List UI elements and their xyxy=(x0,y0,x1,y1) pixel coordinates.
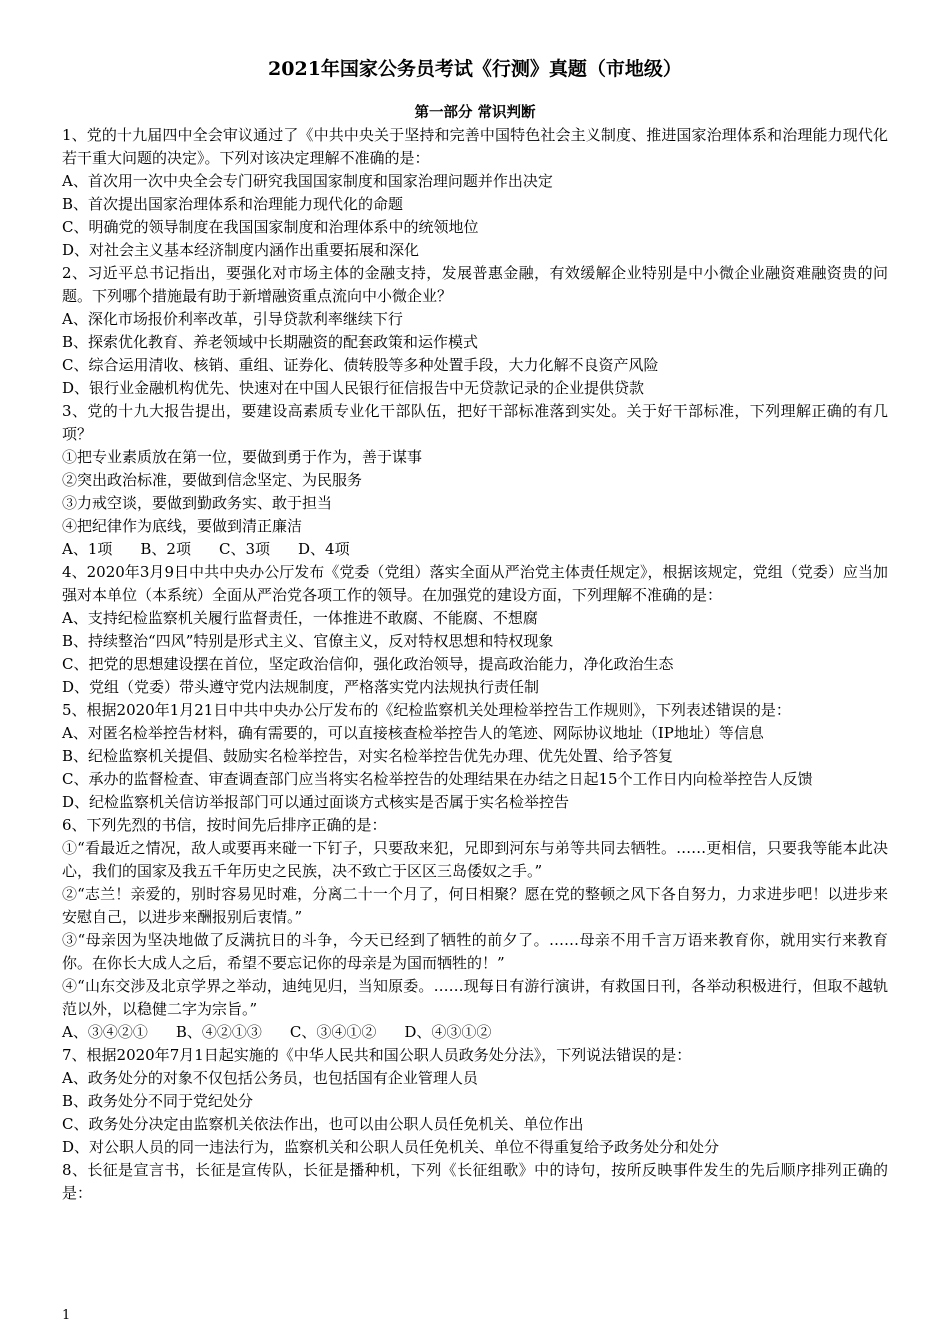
question-stem: 7、根据2020年7月1日起实施的《中华人民共和国公职人员政务处分法》，下列说法错误的是： xyxy=(62,1046,692,1064)
question-stem: 5、根据2020年1月21日中共中央办公厅发布的《纪检监察机关处理检举控告工作规则》，下列表述错误的是： xyxy=(62,701,791,719)
question-item: ④“山东交涉及北京学界之举动，迪纯见归，当知原委。……现每日有游行演讲，有救国日刊，各举动积极进行，但取不越轨范以外，以稳健二字为宗旨。” xyxy=(62,977,888,1018)
answer-option: A、深化市场报价利率改革，引导贷款利率继续下行 xyxy=(62,310,403,328)
question-item: ③力戒空谈，要做到勤政务实、敢于担当 xyxy=(62,494,333,512)
answer-option: D、④③①② xyxy=(404,1023,492,1041)
answer-option: A、对匿名检举控告材料，确有需要的，可以直接核查检举控告人的笔迹、网际协议地址（IP地址）等信息 xyxy=(62,724,764,742)
answer-option: C、承办的监督检查、审查调查部门应当将实名检举控告的处理结果在办结之日起15个工作日内向检举控告人反馈 xyxy=(62,770,813,788)
question-block xyxy=(62,814,888,1044)
question-stem: 4、2020年3月9日中共中央办公厅发布《党委（党组）落实全面从严治党主体责任规定》，根据该规定，党组（党委）应当加强对本单位（本系统）全面从严治党各项工作的领导。在加强党的建设方面，下列理解不准确的是： xyxy=(62,563,888,604)
answer-option: D、银行业金融机构优先、快速对在中国人民银行征信报告中无贷款记录的企业提供贷款 xyxy=(62,379,645,397)
answer-option: C、明确党的领导制度在我国国家制度和治理体系中的统领地位 xyxy=(62,218,479,236)
answer-option: C、政务处分决定由监察机关依法作出，也可以由公职人员任免机关、单位作出 xyxy=(62,1115,584,1133)
question-block xyxy=(62,124,888,262)
question-stem: 2、习近平总书记指出，要强化对市场主体的金融支持，发展普惠金融，有效缓解企业特别是中小微企业融资难融资贵的问题。下列哪个措施最有助于新增融资重点流向中小微企业？ xyxy=(62,264,888,305)
answer-option: C、综合运用清收、核销、重组、证券化、债转股等多种处置手段，大力化解不良资产风险 xyxy=(62,356,659,374)
answer-option: B、首次提出国家治理体系和治理能力现代化的命题 xyxy=(62,195,404,213)
question-block xyxy=(62,1044,888,1159)
answer-option: C、3项 xyxy=(218,540,270,558)
question-item: ①把专业素质放在第一位，要做到勇于作为，善于谋事 xyxy=(62,448,423,466)
question-stem: 1、党的十九届四中全会审议通过了《中共中央关于坚持和完善中国特色社会主义制度、推进国家治理体系和治理能力现代化若干重大问题的决定》。下列对该决定理解不准确的是： xyxy=(62,126,888,167)
question-item: ③“母亲因为坚决地做了反满抗日的斗争，今天已经到了牺牲的前夕了。……母亲不用千言万语来教育你，就用实行来教育你。在你长大成人之后，希望不要忘记你的母亲是为国而牺牲的！” xyxy=(62,931,888,972)
answer-option: A、首次用一次中央全会专门研究我国国家制度和国家治理问题并作出决定 xyxy=(62,172,553,190)
answer-option: B、2项 xyxy=(140,540,191,558)
page-number: 1 xyxy=(62,1308,71,1323)
question-block xyxy=(62,400,888,561)
question-item: ④把纪律作为底线，要做到清正廉洁 xyxy=(62,517,303,535)
answer-option: D、对社会主义基本经济制度内涵作出重要拓展和深化 xyxy=(62,241,420,259)
answer-option: A、政务处分的对象不仅包括公务员，也包括国有企业管理人员 xyxy=(62,1069,478,1087)
question-item: ②“志兰！亲爱的，别时容易见时难，分离二十一个月了，何日相聚？愿在党的整顿之风下各自努力，力求进步吧！以进步来安慰自己，以进步来酬报别后衷情。” xyxy=(62,885,888,926)
question-stem: 3、党的十九大报告提出，要建设高素质专业化干部队伍，把好干部标准落到实处。关于好干部标准，下列理解正确的有几项？ xyxy=(62,402,888,443)
question-block xyxy=(62,1159,888,1205)
question-block xyxy=(62,262,888,400)
question-block xyxy=(62,561,888,699)
question-item: ②突出政治标准，要做到信念坚定、为民服务 xyxy=(62,471,363,489)
answer-option: D、党组（党委）带头遵守党内法规制度，严格落实党内法规执行责任制 xyxy=(62,678,540,696)
answer-option: B、探索优化教育、养老领域中长期融资的配套政策和运作模式 xyxy=(62,333,479,351)
answer-option: D、4项 xyxy=(298,540,350,558)
answer-option: D、纪检监察机关信访举报部门可以通过面谈方式核实是否属于实名检举控告 xyxy=(62,793,570,811)
section-heading: 第一部分 常识判断 xyxy=(414,104,536,121)
answer-options-row xyxy=(62,1021,888,1044)
answer-option: B、持续整治“四风”特别是形式主义、官僚主义，反对特权思想和特权现象 xyxy=(62,632,554,650)
answer-option: A、支持纪检监察机关履行监督责任，一体推进不敢腐、不能腐、不想腐 xyxy=(62,609,538,627)
answer-option: A、1项 xyxy=(62,540,113,558)
answer-option: B、政务处分不同于党纪处分 xyxy=(62,1092,254,1110)
document-page xyxy=(62,50,888,1205)
answer-option: C、把党的思想建设摆在首位，坚定政治信仰，强化政治领导，提高政治能力，净化政治生态 xyxy=(62,655,674,673)
question-item: ①“看最近之情况，敌人或要再来碰一下钉子，只要敌来犯，兄即到河东与弟等共同去牺牲。……更相信，只要我等能本此决心，我们的国家及我五千年历史之民族，决不致亡于区区三岛倭奴之手。” xyxy=(62,839,888,880)
answer-option: B、纪检监察机关提倡、鼓励实名检举控告，对实名检举控告优先办理、优先处置、给予答复 xyxy=(62,747,674,765)
answer-option: A、③④②① xyxy=(62,1023,148,1041)
answer-options-row xyxy=(62,538,888,561)
question-list xyxy=(62,124,888,1205)
question-stem: 6、下列先烈的书信，按时间先后排序正确的是： xyxy=(62,816,387,834)
answer-option: D、对公职人员的同一违法行为，监察机关和公职人员任免机关、单位不得重复给予政务处分和处分 xyxy=(62,1138,720,1156)
answer-option: B、④②①③ xyxy=(175,1023,262,1041)
answer-option: C、③④①② xyxy=(289,1023,377,1041)
question-block xyxy=(62,699,888,814)
question-stem: 8、长征是宣言书，长征是宣传队，长征是播种机，下列《长征组歌》中的诗句，按所反映事件发生的先后顺序排列正确的是： xyxy=(62,1161,888,1202)
document-title: 2021年国家公务员考试《行测》真题（市地级） xyxy=(268,58,682,80)
